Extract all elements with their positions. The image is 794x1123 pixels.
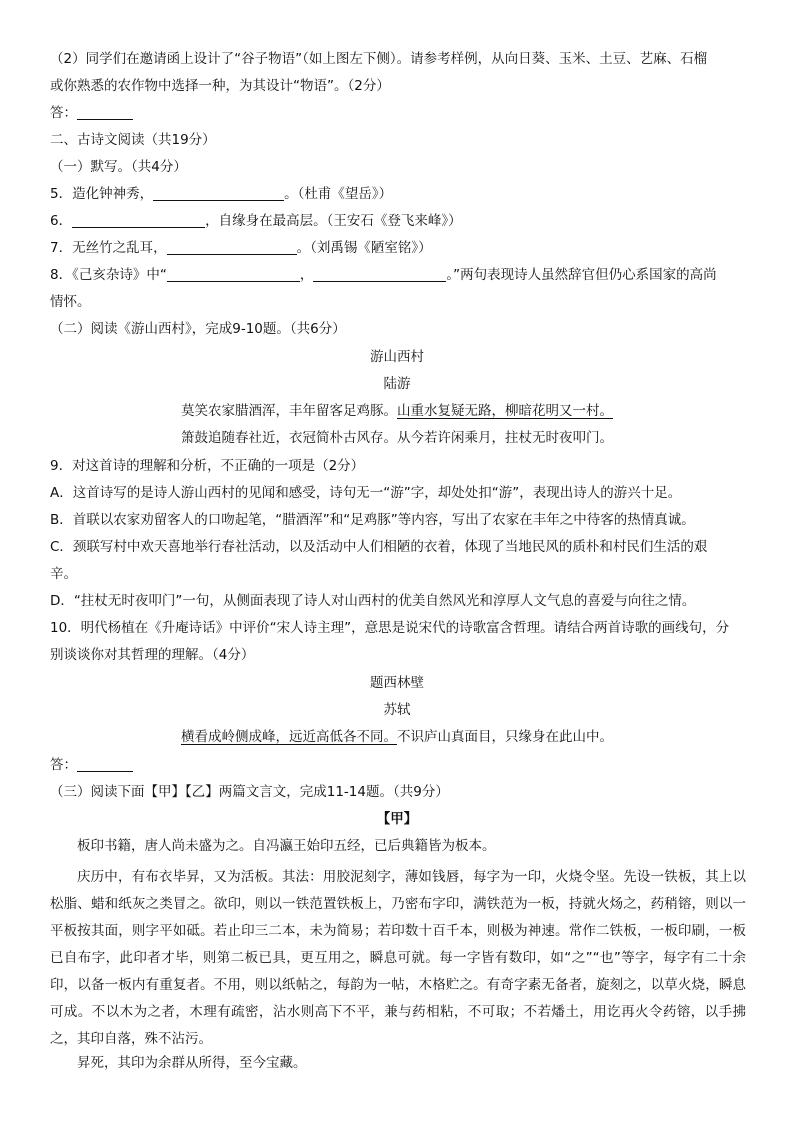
- poem-2-title: 题西林壁: [370, 675, 424, 691]
- q7-blank: [167, 240, 297, 255]
- question-7: [50, 239, 432, 257]
- question-8-line-1: [50, 266, 717, 284]
- text-jia-title: 【甲】: [376, 811, 418, 827]
- answer-label-2: 答：: [50, 757, 77, 773]
- poem-2-plain: 不识庐山真面目，只缘身在此山中。: [397, 729, 613, 745]
- q5-prefix: 5．造化钟神秀，: [50, 186, 154, 202]
- question-10-line-1: 10．明代杨植在《升庵诗话》中评价“宋人诗主理”，意思是说宋代的诗歌富含哲理。请结合两首诗歌的画线句，分: [50, 620, 730, 636]
- question-5: [50, 185, 392, 203]
- answer-label: 答：: [50, 105, 77, 121]
- poem-1-line-1-plain: 莫笑农家腊酒浑，丰年留客足鸡豚。: [181, 403, 397, 419]
- answer-blank-2: [77, 757, 133, 772]
- q6-suffix: ，自缘身在最高层。（王安石《登飞来峰》）: [205, 213, 462, 229]
- text-jia-paragraph-2: 庆历中，有布衣毕昇，又为活板。其法：用胶泥刻字，薄如钱唇，每字为一印，火烧令坚。先设一铁板，其上以松脂、蜡和纸灰之类冒之。欲印，则以一铁范置铁板上，乃密布字印，满铁范为一板，持就火炀之，药稍镕，则以一平板按其面，则字平如砥。若止印三二本，未为简易；若印数十百千本，则极为神速。常作二铁板，一板印刷，一板已自布字，此印者才毕，则第二板已具，更互用之，瞬息可就。每一字皆有数印，如“之”“也”等字，每字有二十余印，以备一板内有重复者。不用，则以纸帖之，每韵为一帖，木格贮之。有奇字素无备者，旋刻之，以草火烧，瞬息可成。不以木为之者，木理有疏密，沾水则高下不平，兼与药相粘，不可取；不若燔土，用讫再火令药镕，以手拂之，其印自落，殊不沾污。: [50, 869, 746, 1047]
- poem-1-line-1: [0, 402, 794, 420]
- q6-blank: [72, 213, 205, 228]
- question-9-option-d: D．“拄杖无时夜叩门”一句，从侧面表现了诗人对山西村的优美自然风光和淳厚人文气息的喜爱与向往之情。: [50, 593, 696, 609]
- q8-suffix: 。”两句表现诗人虽然辞官但仍心系国家的高尚: [446, 267, 717, 283]
- q6-prefix: 6．: [50, 213, 73, 229]
- answer-line-1: [50, 104, 133, 122]
- question-6: [50, 212, 462, 230]
- question-10-line-2: 别谈谈你对其哲理的理解。（4分）: [50, 647, 255, 663]
- q7-prefix: 7．无丝竹之乱耳，: [50, 240, 167, 256]
- question-2-line-1: （2）同学们在邀请函上设计了“谷子物语”（如上图左下侧）。请参考样例，从向日葵、玉米、土豆、艺麻、石榴: [50, 51, 708, 67]
- part-3-title: （三）阅读下面【甲】【乙】两篇文言文，完成11-14题。（共9分）: [50, 784, 449, 800]
- q8-blank-1: [167, 267, 300, 282]
- text-jia-paragraph-3: 昇死，其印为余群从所得，至今宝藏。: [77, 1055, 307, 1071]
- q5-blank: [153, 186, 284, 201]
- q8-mid: ，: [299, 267, 314, 283]
- q8-prefix: 8．《己亥杂诗》中“: [50, 267, 167, 283]
- poem-1-line-2: 箫鼓追随春社近，衣冠简朴古风存。从今若许闲乘月，拄杖无时夜叩门。: [181, 430, 613, 446]
- question-9-option-a: A．这首诗写的是诗人游山西村的见闻和感受，诗句无一“游”字，却处处扣“游”，表现出诗人的游兴十足。: [50, 485, 682, 501]
- answer-blank: [77, 105, 133, 120]
- poem-1-line-1-underlined: 山重水复疑无路，柳暗花明又一村。: [397, 403, 613, 419]
- question-9-stem: 9．对这首诗的理解和分析，不正确的一项是（2分）: [50, 458, 365, 474]
- question-2-line-2: 或你熟悉的农作物中选择一种，为其设计“物语”。（2分）: [50, 78, 390, 94]
- question-9-option-c-line-1: C．颈联写村中欢天喜地举行春社活动，以及活动中人们相陋的衣着，体现了当地民风的质朴和村民们生活的艰: [50, 539, 708, 555]
- q8-blank-2: [313, 267, 446, 282]
- q5-suffix: 。（杜甫《望岳》）: [284, 186, 393, 202]
- section-2-title: 二、古诗文阅读（共19分）: [50, 132, 216, 148]
- part-1-title: （一）默写。（共4分）: [50, 159, 187, 175]
- poem-1-author: 陆游: [383, 376, 411, 392]
- question-8-line-2: 情怀。: [50, 294, 91, 310]
- poem-2-underlined: 横看成岭侧成峰，远近高低各不同。: [181, 729, 397, 745]
- part-2-title: （二）阅读《游山西村》，完成9-10题。（共6分）: [50, 321, 346, 337]
- question-9-option-b: B．首联以农家劝留客人的口吻起笔，“腊酒浑”和“足鸡豚”等内容，写出了农家在丰年之中待客的热情真诚。: [50, 512, 695, 528]
- text-jia-paragraph-1: 板印书籍，唐人尚未盛为之。自冯瀛王始印五经，已后典籍皆为板本。: [77, 838, 496, 854]
- answer-line-2: [50, 756, 133, 774]
- poem-2-body: [0, 728, 794, 746]
- poem-2-author: 苏轼: [383, 702, 411, 718]
- q7-suffix: 。（刘禹锡《陋室铭》）: [296, 240, 432, 256]
- poem-1-title: 游山西村: [370, 349, 424, 365]
- question-9-option-c-line-2: 辛。: [50, 566, 77, 582]
